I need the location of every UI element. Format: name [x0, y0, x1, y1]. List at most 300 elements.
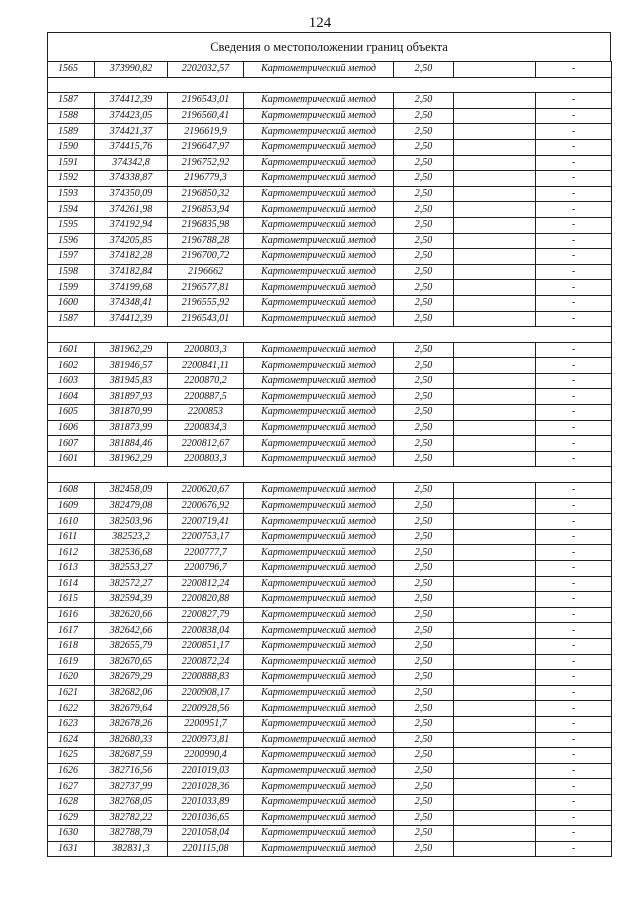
precision-cell: 2,50	[394, 62, 454, 78]
description-cell: -	[536, 62, 612, 78]
extra-cell	[454, 638, 536, 654]
x-coordinate-cell: 381873,99	[95, 420, 168, 436]
y-coordinate-cell: 2200820,88	[168, 592, 244, 608]
table-row	[48, 654, 612, 670]
point-number-cell: 1611	[48, 529, 95, 545]
method-cell: Картометрический метод	[244, 62, 394, 78]
x-coordinate-cell: 382536,68	[95, 545, 168, 561]
table-row	[48, 732, 612, 748]
method-cell: Картометрический метод	[244, 514, 394, 530]
description-cell: -	[536, 779, 612, 795]
table-row	[48, 186, 612, 202]
precision-cell: 2,50	[394, 405, 454, 421]
table-row	[48, 748, 612, 764]
table-row	[48, 592, 612, 608]
x-coordinate-cell: 382655,79	[95, 638, 168, 654]
method-cell: Картометрический метод	[244, 685, 394, 701]
point-number-cell: 1603	[48, 373, 95, 389]
precision-cell: 2,50	[394, 451, 454, 467]
method-cell: Картометрический метод	[244, 451, 394, 467]
description-cell: -	[536, 171, 612, 187]
y-coordinate-cell: 2200951,7	[168, 716, 244, 732]
point-number-cell: 1599	[48, 280, 95, 296]
y-coordinate-cell: 2196619,9	[168, 124, 244, 140]
point-number-cell: 1609	[48, 498, 95, 514]
precision-cell: 2,50	[394, 763, 454, 779]
description-cell: -	[536, 810, 612, 826]
method-cell: Картометрический метод	[244, 607, 394, 623]
precision-cell: 2,50	[394, 186, 454, 202]
y-coordinate-cell: 2196555,92	[168, 295, 244, 311]
y-coordinate-cell: 2196700,72	[168, 249, 244, 265]
y-coordinate-cell: 2201019,03	[168, 763, 244, 779]
point-number-cell: 1628	[48, 794, 95, 810]
table-row	[48, 607, 612, 623]
precision-cell: 2,50	[394, 826, 454, 842]
description-cell: -	[536, 93, 612, 109]
precision-cell: 2,50	[394, 295, 454, 311]
extra-cell	[454, 420, 536, 436]
y-coordinate-cell: 2196662	[168, 264, 244, 280]
y-coordinate-cell: 2200870,2	[168, 373, 244, 389]
table-row	[48, 670, 612, 686]
extra-cell	[454, 202, 536, 218]
x-coordinate-cell: 374415,76	[95, 139, 168, 155]
point-number-cell: 1606	[48, 420, 95, 436]
y-coordinate-cell: 2196543,01	[168, 93, 244, 109]
table-row	[48, 451, 612, 467]
precision-cell: 2,50	[394, 342, 454, 358]
x-coordinate-cell: 374350,09	[95, 186, 168, 202]
precision-cell: 2,50	[394, 794, 454, 810]
precision-cell: 2,50	[394, 841, 454, 857]
method-cell: Картометрический метод	[244, 716, 394, 732]
y-coordinate-cell: 2196560,41	[168, 108, 244, 124]
extra-cell	[454, 311, 536, 327]
extra-cell	[454, 607, 536, 623]
precision-cell: 2,50	[394, 514, 454, 530]
table-title: Сведения о местоположении границ объекта	[47, 32, 611, 61]
y-coordinate-cell: 2200841,11	[168, 358, 244, 374]
method-cell: Картометрический метод	[244, 186, 394, 202]
table-row	[48, 171, 612, 187]
method-cell: Картометрический метод	[244, 373, 394, 389]
description-cell: -	[536, 607, 612, 623]
description-cell: -	[536, 217, 612, 233]
x-coordinate-cell: 382680,33	[95, 732, 168, 748]
x-coordinate-cell: 374348,41	[95, 295, 168, 311]
point-number-cell: 1601	[48, 451, 95, 467]
method-cell: Картометрический метод	[244, 561, 394, 577]
x-coordinate-cell: 382737,99	[95, 779, 168, 795]
precision-cell: 2,50	[394, 670, 454, 686]
method-cell: Картометрический метод	[244, 124, 394, 140]
extra-cell	[454, 716, 536, 732]
extra-cell	[454, 233, 536, 249]
extra-cell	[454, 561, 536, 577]
extra-cell	[454, 748, 536, 764]
x-coordinate-cell: 382678,26	[95, 716, 168, 732]
table-row	[48, 249, 612, 265]
precision-cell: 2,50	[394, 264, 454, 280]
x-coordinate-cell: 381962,29	[95, 451, 168, 467]
y-coordinate-cell: 2196779,3	[168, 171, 244, 187]
point-number-cell: 1627	[48, 779, 95, 795]
table-row	[48, 685, 612, 701]
description-cell: -	[536, 654, 612, 670]
description-cell: -	[536, 623, 612, 639]
table-row	[48, 342, 612, 358]
extra-cell	[454, 280, 536, 296]
y-coordinate-cell: 2196752,92	[168, 155, 244, 171]
y-coordinate-cell: 2200753,17	[168, 529, 244, 545]
precision-cell: 2,50	[394, 498, 454, 514]
x-coordinate-cell: 374412,39	[95, 93, 168, 109]
point-number-cell: 1597	[48, 249, 95, 265]
description-cell: -	[536, 514, 612, 530]
method-cell: Картометрический метод	[244, 93, 394, 109]
method-cell: Картометрический метод	[244, 342, 394, 358]
precision-cell: 2,50	[394, 810, 454, 826]
method-cell: Картометрический метод	[244, 498, 394, 514]
description-cell: -	[536, 748, 612, 764]
x-coordinate-cell: 382831,3	[95, 841, 168, 857]
description-cell: -	[536, 794, 612, 810]
point-number-cell: 1600	[48, 295, 95, 311]
y-coordinate-cell: 2201058,04	[168, 826, 244, 842]
y-coordinate-cell: 2196577,81	[168, 280, 244, 296]
point-number-cell: 1588	[48, 108, 95, 124]
y-coordinate-cell: 2200796,7	[168, 561, 244, 577]
precision-cell: 2,50	[394, 732, 454, 748]
x-coordinate-cell: 374261,98	[95, 202, 168, 218]
x-coordinate-cell: 381897,93	[95, 389, 168, 405]
y-coordinate-cell: 2196647,97	[168, 139, 244, 155]
x-coordinate-cell: 382682,06	[95, 685, 168, 701]
precision-cell: 2,50	[394, 280, 454, 296]
description-cell: -	[536, 841, 612, 857]
x-coordinate-cell: 374199,68	[95, 280, 168, 296]
table-row	[48, 217, 612, 233]
point-number-cell: 1607	[48, 436, 95, 452]
point-number-cell: 1591	[48, 155, 95, 171]
method-cell: Картометрический метод	[244, 171, 394, 187]
point-number-cell: 1613	[48, 561, 95, 577]
table-row	[48, 701, 612, 717]
point-number-cell: 1625	[48, 748, 95, 764]
method-cell: Картометрический метод	[244, 108, 394, 124]
description-cell: -	[536, 451, 612, 467]
method-cell: Картометрический метод	[244, 405, 394, 421]
x-coordinate-cell: 382620,66	[95, 607, 168, 623]
method-cell: Картометрический метод	[244, 295, 394, 311]
description-cell: -	[536, 483, 612, 499]
point-number-cell: 1626	[48, 763, 95, 779]
table-row	[48, 108, 612, 124]
extra-cell	[454, 264, 536, 280]
extra-cell	[454, 623, 536, 639]
precision-cell: 2,50	[394, 436, 454, 452]
precision-cell: 2,50	[394, 311, 454, 327]
description-cell: -	[536, 155, 612, 171]
precision-cell: 2,50	[394, 701, 454, 717]
extra-cell	[454, 217, 536, 233]
point-number-cell: 1620	[48, 670, 95, 686]
extra-cell	[454, 779, 536, 795]
extra-cell	[454, 93, 536, 109]
table-row	[48, 280, 612, 296]
point-number-cell: 1565	[48, 62, 95, 78]
method-cell: Картометрический метод	[244, 280, 394, 296]
method-cell: Картометрический метод	[244, 217, 394, 233]
point-number-cell: 1631	[48, 841, 95, 857]
extra-cell	[454, 139, 536, 155]
extra-cell	[454, 514, 536, 530]
y-coordinate-cell: 2202032,57	[168, 62, 244, 78]
description-cell: -	[536, 498, 612, 514]
method-cell: Картометрический метод	[244, 358, 394, 374]
extra-cell	[454, 592, 536, 608]
table-row	[48, 405, 612, 421]
description-cell: -	[536, 124, 612, 140]
description-cell: -	[536, 420, 612, 436]
precision-cell: 2,50	[394, 716, 454, 732]
y-coordinate-cell: 2200973,81	[168, 732, 244, 748]
precision-cell: 2,50	[394, 420, 454, 436]
group-separator-cell	[48, 327, 612, 343]
extra-cell	[454, 451, 536, 467]
description-cell: -	[536, 405, 612, 421]
x-coordinate-cell: 382679,29	[95, 670, 168, 686]
x-coordinate-cell: 382479,08	[95, 498, 168, 514]
x-coordinate-cell: 381946,57	[95, 358, 168, 374]
extra-cell	[454, 545, 536, 561]
description-cell: -	[536, 576, 612, 592]
y-coordinate-cell: 2196835,98	[168, 217, 244, 233]
extra-cell	[454, 685, 536, 701]
precision-cell: 2,50	[394, 249, 454, 265]
description-cell: -	[536, 436, 612, 452]
y-coordinate-cell: 2200908,17	[168, 685, 244, 701]
precision-cell: 2,50	[394, 124, 454, 140]
precision-cell: 2,50	[394, 592, 454, 608]
y-coordinate-cell: 2200872,24	[168, 654, 244, 670]
table-row	[48, 436, 612, 452]
coordinates-table	[47, 61, 612, 857]
extra-cell	[454, 171, 536, 187]
y-coordinate-cell: 2200851,17	[168, 638, 244, 654]
y-coordinate-cell: 2200777,7	[168, 545, 244, 561]
description-cell: -	[536, 249, 612, 265]
x-coordinate-cell: 382572,27	[95, 576, 168, 592]
extra-cell	[454, 108, 536, 124]
method-cell: Картометрический метод	[244, 701, 394, 717]
x-coordinate-cell: 382768,05	[95, 794, 168, 810]
method-cell: Картометрический метод	[244, 202, 394, 218]
method-cell: Картометрический метод	[244, 748, 394, 764]
description-cell: -	[536, 638, 612, 654]
table-row	[48, 139, 612, 155]
x-coordinate-cell: 382642,66	[95, 623, 168, 639]
x-coordinate-cell: 374205,85	[95, 233, 168, 249]
extra-cell	[454, 841, 536, 857]
description-cell: -	[536, 716, 612, 732]
table-row	[48, 779, 612, 795]
extra-cell	[454, 155, 536, 171]
x-coordinate-cell: 382458,09	[95, 483, 168, 499]
precision-cell: 2,50	[394, 623, 454, 639]
group-separator-cell	[48, 77, 612, 93]
extra-cell	[454, 529, 536, 545]
table-row	[48, 311, 612, 327]
method-cell: Картометрический метод	[244, 841, 394, 857]
method-cell: Картометрический метод	[244, 810, 394, 826]
point-number-cell: 1616	[48, 607, 95, 623]
description-cell: -	[536, 685, 612, 701]
table-row	[48, 623, 612, 639]
table-row	[48, 529, 612, 545]
extra-cell	[454, 763, 536, 779]
y-coordinate-cell: 2201028,36	[168, 779, 244, 795]
table-row	[48, 498, 612, 514]
extra-cell	[454, 436, 536, 452]
method-cell: Картометрический метод	[244, 545, 394, 561]
y-coordinate-cell: 2200928,56	[168, 701, 244, 717]
y-coordinate-cell: 2200719,41	[168, 514, 244, 530]
x-coordinate-cell: 374182,28	[95, 249, 168, 265]
precision-cell: 2,50	[394, 155, 454, 171]
extra-cell	[454, 405, 536, 421]
point-number-cell: 1595	[48, 217, 95, 233]
y-coordinate-cell: 2200620,67	[168, 483, 244, 499]
y-coordinate-cell: 2200838,04	[168, 623, 244, 639]
x-coordinate-cell: 382594,39	[95, 592, 168, 608]
precision-cell: 2,50	[394, 685, 454, 701]
x-coordinate-cell: 374412,39	[95, 311, 168, 327]
extra-cell	[454, 576, 536, 592]
precision-cell: 2,50	[394, 202, 454, 218]
y-coordinate-cell: 2200676,92	[168, 498, 244, 514]
table-row	[48, 826, 612, 842]
description-cell: -	[536, 373, 612, 389]
table-row	[48, 358, 612, 374]
method-cell: Картометрический метод	[244, 139, 394, 155]
method-cell: Картометрический метод	[244, 654, 394, 670]
description-cell: -	[536, 233, 612, 249]
table-row	[48, 841, 612, 857]
extra-cell	[454, 358, 536, 374]
point-number-cell: 1592	[48, 171, 95, 187]
description-cell: -	[536, 826, 612, 842]
method-cell: Картометрический метод	[244, 311, 394, 327]
method-cell: Картометрический метод	[244, 436, 394, 452]
extra-cell	[454, 732, 536, 748]
point-number-cell: 1593	[48, 186, 95, 202]
description-cell: -	[536, 202, 612, 218]
table-row	[48, 545, 612, 561]
extra-cell	[454, 794, 536, 810]
point-number-cell: 1594	[48, 202, 95, 218]
precision-cell: 2,50	[394, 576, 454, 592]
table-row	[48, 514, 612, 530]
precision-cell: 2,50	[394, 358, 454, 374]
y-coordinate-cell: 2196543,01	[168, 311, 244, 327]
x-coordinate-cell: 374182,84	[95, 264, 168, 280]
description-cell: -	[536, 732, 612, 748]
description-cell: -	[536, 280, 612, 296]
method-cell: Картометрический метод	[244, 794, 394, 810]
method-cell: Картометрический метод	[244, 249, 394, 265]
coordinates-table-body	[48, 62, 612, 857]
y-coordinate-cell: 2200803,3	[168, 342, 244, 358]
precision-cell: 2,50	[394, 779, 454, 795]
table-row	[48, 62, 612, 78]
point-number-cell: 1619	[48, 654, 95, 670]
precision-cell: 2,50	[394, 93, 454, 109]
description-cell: -	[536, 108, 612, 124]
method-cell: Картометрический метод	[244, 670, 394, 686]
description-cell: -	[536, 389, 612, 405]
point-number-cell: 1612	[48, 545, 95, 561]
y-coordinate-cell: 2201115,08	[168, 841, 244, 857]
point-number-cell: 1630	[48, 826, 95, 842]
y-coordinate-cell: 2200834,3	[168, 420, 244, 436]
x-coordinate-cell: 374338,87	[95, 171, 168, 187]
table-row	[48, 483, 612, 499]
y-coordinate-cell: 2200827,79	[168, 607, 244, 623]
x-coordinate-cell: 382523,2	[95, 529, 168, 545]
y-coordinate-cell: 2196850,32	[168, 186, 244, 202]
x-coordinate-cell: 382503,96	[95, 514, 168, 530]
extra-cell	[454, 498, 536, 514]
x-coordinate-cell: 382553,27	[95, 561, 168, 577]
precision-cell: 2,50	[394, 545, 454, 561]
extra-cell	[454, 810, 536, 826]
precision-cell: 2,50	[394, 233, 454, 249]
extra-cell	[454, 124, 536, 140]
description-cell: -	[536, 311, 612, 327]
point-number-cell: 1617	[48, 623, 95, 639]
description-cell: -	[536, 592, 612, 608]
method-cell: Картометрический метод	[244, 389, 394, 405]
point-number-cell: 1598	[48, 264, 95, 280]
method-cell: Картометрический метод	[244, 264, 394, 280]
point-number-cell: 1623	[48, 716, 95, 732]
point-number-cell: 1624	[48, 732, 95, 748]
precision-cell: 2,50	[394, 389, 454, 405]
method-cell: Картометрический метод	[244, 155, 394, 171]
point-number-cell: 1629	[48, 810, 95, 826]
point-number-cell: 1589	[48, 124, 95, 140]
description-cell: -	[536, 529, 612, 545]
table-row	[48, 124, 612, 140]
extra-cell	[454, 654, 536, 670]
group-separator-row	[48, 77, 612, 93]
description-cell: -	[536, 264, 612, 280]
x-coordinate-cell: 374342,8	[95, 155, 168, 171]
x-coordinate-cell: 382788,79	[95, 826, 168, 842]
method-cell: Картометрический метод	[244, 763, 394, 779]
point-number-cell: 1614	[48, 576, 95, 592]
method-cell: Картометрический метод	[244, 420, 394, 436]
point-number-cell: 1587	[48, 311, 95, 327]
x-coordinate-cell: 382716,56	[95, 763, 168, 779]
extra-cell	[454, 249, 536, 265]
table-row	[48, 420, 612, 436]
x-coordinate-cell: 382679,64	[95, 701, 168, 717]
x-coordinate-cell: 374423,05	[95, 108, 168, 124]
y-coordinate-cell: 2200853	[168, 405, 244, 421]
